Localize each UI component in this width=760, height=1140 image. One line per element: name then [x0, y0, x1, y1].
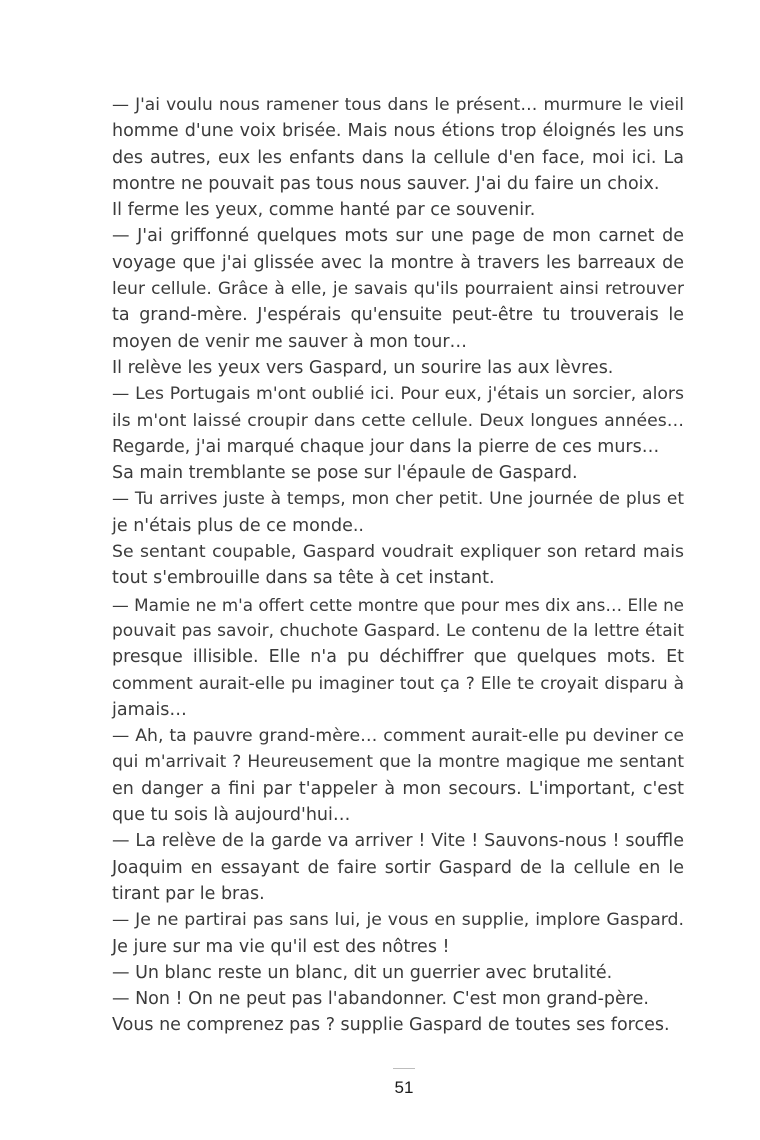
text-line: — Non ! On ne peut pas l'abandonner. C'est mon grand-père. [112, 989, 649, 1010]
text-line: — Un blanc reste un blanc, dit un guerrier avec brutalité. [112, 962, 613, 983]
text-line: presque illisible. Elle n'a pu déchiffrer que quelques mots. Et [112, 647, 684, 668]
text-line: Vous ne comprenez pas ? supplie Gaspard de toutes ses forces. [112, 1015, 670, 1036]
text-line: tout s'embrouille dans sa tête à cet instant. [112, 568, 495, 589]
text-line: — La relève de la garde va arriver ! Vite ! Sauvons-nous ! souffle [112, 831, 684, 852]
text-line: je n'étais plus de ce monde.. [112, 515, 364, 536]
text-line: — J'ai voulu nous ramener tous dans le présent… murmure le vieil [112, 95, 684, 115]
page-number: 51 [394, 1078, 414, 1097]
text-line: Il ferme les yeux, comme hanté par ce souvenir. [112, 200, 536, 221]
text-line: homme d'une voix brisée. Mais nous étions trop éloignés les uns [112, 121, 684, 142]
text-line: que tu sois là aujourd'hui… [112, 805, 351, 826]
text-line: en danger a fini par t'appeler à mon secours. L'important, c'est [112, 778, 684, 799]
text-line: leur cellule. Grâce à elle, je savais qu'ils pourraient ainsi retrouver [112, 279, 684, 300]
text-line: ils m'ont laissé croupir dans cette cellule. Deux longues années… [112, 410, 684, 431]
text-line: — Mamie ne m'a offert cette montre que pour mes dix ans… Elle ne [112, 594, 684, 615]
text-line: Il relève les yeux vers Gaspard, un sourire las aux lèvres. [112, 357, 614, 378]
text-line: montre ne pouvait pas tous nous sauver. J'ai du faire un choix. [112, 173, 660, 194]
text-line: pouvait pas savoir, chuchote Gaspard. Le contenu de la lettre était [112, 620, 684, 641]
text-line: moyen de venir me sauver à mon tour… [112, 331, 468, 352]
footer-rule [393, 1068, 415, 1069]
text-line: jamais… [112, 699, 187, 720]
text-line: ta grand-mère. J'espérais qu'ensuite peut-être tu trouverais le [112, 305, 684, 326]
text-line: — Ah, ta pauvre grand-mère… comment aurait-elle pu deviner ce [112, 726, 684, 747]
text-line: Regarde, j'ai marqué chaque jour dans la pierre de ces murs… [112, 436, 660, 457]
body-text [112, 92, 684, 1039]
text-line: — Tu arrives juste à temps, mon cher petit. Une journée de plus et [112, 489, 684, 510]
text-line: tirant par le bras. [112, 883, 265, 904]
text-line: Sa main tremblante se pose sur l'épaule de Gaspard. [112, 463, 578, 484]
text-line: des autres, eux les enfants dans la cellule d'en face, moi ici. La [112, 147, 684, 168]
text-line: Je jure sur ma vie qu'il est des nôtres ! [112, 936, 450, 957]
text-line: — Les Portugais m'ont oublié ici. Pour eux, j'étais un sorcier, alors [112, 384, 684, 405]
text-line: voyage que j'ai glissée avec la montre à travers les barreaux de [112, 252, 684, 273]
text-line: qui m'arrivait ? Heureusement que la montre magique me sentant [112, 752, 684, 773]
text-line: — Je ne partirai pas sans lui, je vous en supplie, implore Gaspard. [112, 910, 684, 931]
text-line: Se sentant coupable, Gaspard voudrait expliquer son retard mais [112, 542, 684, 563]
text-line: Joaquim en essayant de faire sortir Gaspard de la cellule en le [112, 857, 684, 878]
text-line: — J'ai griffonné quelques mots sur une page de mon carnet de [112, 226, 684, 247]
text-line: comment aurait-elle pu imaginer tout ça ? Elle te croyait disparu à [112, 673, 684, 694]
